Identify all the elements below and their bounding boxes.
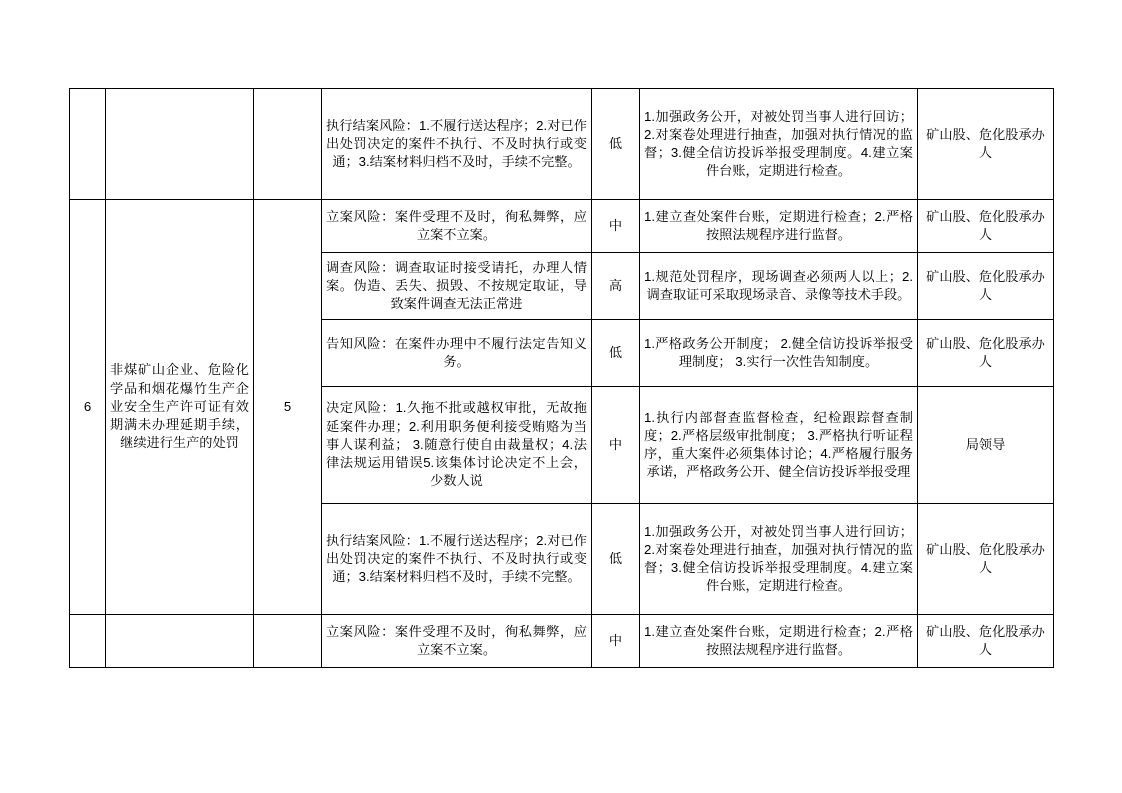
cell-step (254, 615, 322, 668)
cell-risk: 执行结案风险：1.不履行送达程序；2.对已作出处罚决定的案件不执行、不及时执行或变通；3.结案材料归档不及时，手续不完整。 (322, 504, 592, 615)
cell-risk-level: 低 (592, 320, 640, 387)
cell-owner: 矿山股、危化股承办人 (918, 320, 1054, 387)
table-row (70, 89, 1054, 200)
cell-risk-level: 中 (592, 200, 640, 253)
cell-item: 非煤矿山企业、危险化学品和烟花爆竹生产企业安全生产许可证有效期满未办理延期手续，继续进行生产的处罚 (106, 200, 254, 615)
cell-step: 5 (254, 200, 322, 615)
cell-measure: 1.执行内部督查监督检查，纪检跟踪督查制度；2.严格层级审批制度； 3.严格执行听证程序，重大案件必须集体讨论；4.严格履行服务承诺，严格政务公开、健全信访投诉举报受理 (640, 387, 918, 504)
cell-risk: 立案风险：案件受理不及时，徇私舞弊，应立案不立案。 (322, 615, 592, 668)
cell-measure: 1.建立查处案件台账，定期进行检查；2.严格按照法规程序进行监督。 (640, 615, 918, 668)
cell-measure: 1.建立查处案件台账，定期进行检查；2.严格按照法规程序进行监督。 (640, 200, 918, 253)
cell-risk-level: 低 (592, 89, 640, 200)
cell-measure: 1.严格政务公开制度； 2.健全信访投诉举报受理制度； 3.实行一次性告知制度。 (640, 320, 918, 387)
risk-control-table (69, 88, 1054, 668)
cell-item (106, 615, 254, 668)
cell-risk: 决定风险：1.久拖不批或越权审批，无故拖延案件办理；2.利用职务便利接受贿赂为当事人谋利益； 3.随意行使自由裁量权；4.法律法规运用错误5.该集体讨论决定不上会，少数人说 (322, 387, 592, 504)
risk-control-table-wrapper (69, 88, 1053, 668)
cell-measure: 1.加强政务公开，对被处罚当事人进行回访；2.对案卷处理进行抽查，加强对执行情况的监督；3.健全信访投诉举报受理制度。4.建立案件台账，定期进行检查。 (640, 89, 918, 200)
table-row (70, 615, 1054, 668)
cell-risk: 调查风险：调查取证时接受请托，办理人情案。伪造、丢失、损毁、不按规定取证，导致案件调查无法正常进 (322, 253, 592, 320)
cell-measure: 1.加强政务公开，对被处罚当事人进行回访；2.对案卷处理进行抽查，加强对执行情况的监督；3.健全信访投诉举报受理制度。4.建立案件台账，定期进行检查。 (640, 504, 918, 615)
cell-owner: 矿山股、危化股承办人 (918, 89, 1054, 200)
cell-owner: 局领导 (918, 387, 1054, 504)
cell-risk: 告知风险：在案件办理中不履行法定告知义务。 (322, 320, 592, 387)
cell-risk: 立案风险：案件受理不及时，徇私舞弊，应立案不立案。 (322, 200, 592, 253)
cell-owner: 矿山股、危化股承办人 (918, 504, 1054, 615)
cell-no (70, 89, 106, 200)
cell-item (106, 89, 254, 200)
cell-risk-level: 中 (592, 615, 640, 668)
cell-risk: 执行结案风险：1.不履行送达程序；2.对已作出处罚决定的案件不执行、不及时执行或变通；3.结案材料归档不及时，手续不完整。 (322, 89, 592, 200)
cell-no (70, 615, 106, 668)
cell-no: 6 (70, 200, 106, 615)
cell-step (254, 89, 322, 200)
cell-owner: 矿山股、危化股承办人 (918, 253, 1054, 320)
cell-owner: 矿山股、危化股承办人 (918, 615, 1054, 668)
cell-risk-level: 中 (592, 387, 640, 504)
table-row (70, 200, 1054, 253)
cell-owner: 矿山股、危化股承办人 (918, 200, 1054, 253)
cell-measure: 1.规范处罚程序，现场调查必须两人以上；2.调查取证可采取现场录音、录像等技术手段。 (640, 253, 918, 320)
cell-risk-level: 高 (592, 253, 640, 320)
cell-risk-level: 低 (592, 504, 640, 615)
